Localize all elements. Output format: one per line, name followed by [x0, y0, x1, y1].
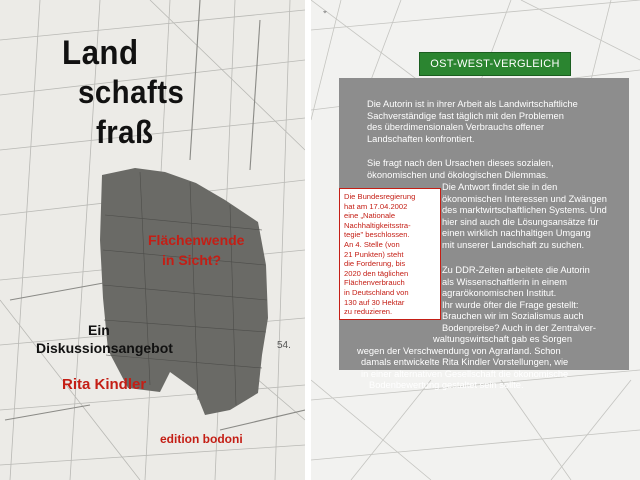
paragraph-4a [442, 265, 630, 335]
paragraph-line: als Wissenschaftlerin in einem [442, 276, 568, 287]
paragraph-line: Landschaften konfrontiert. [367, 133, 475, 144]
paragraph-line: Brauchen wir im Sozialismus auch [442, 311, 584, 322]
paragraph-3 [442, 182, 630, 252]
callout-line: tegie" beschlossen. [344, 230, 410, 240]
paragraph-line: Ihr wurde öfter die Frage gestellt: [442, 299, 579, 310]
callout-line: hat am 17.04.2002 [344, 201, 408, 211]
paragraph-line: des überdimensionalen Verbrauchs offener [367, 122, 545, 133]
callout-line: An 4. Stelle (von [344, 239, 400, 249]
callout-box [339, 188, 441, 320]
subtitle-line-2: Diskussionsangebot [36, 340, 173, 356]
subtitle-line-1: Ein [88, 322, 110, 338]
callout-line: Nachhaltigkeitsstra- [344, 220, 411, 230]
callout-line: in Deutschland von [344, 287, 409, 297]
paragraph-4b [357, 334, 629, 392]
book-title-line-2: schafts [78, 74, 185, 110]
callout-line: zu reduzieren. [344, 307, 393, 317]
paragraph-line: Sachverständige fast täglich mit den Problemen [367, 110, 564, 121]
paragraph-line: einen wirklich nachhaltigen Umgang [442, 228, 591, 239]
paragraph-line: mit unserer Landschaft zu suchen. [442, 239, 585, 250]
callout-line: 2020 den täglichen [344, 268, 409, 278]
paragraph-line: hier sind auch die Lösungsansätze für [442, 216, 599, 227]
paragraph-line: ökonomischen und ökologischen Dilemmas. [367, 169, 549, 180]
section-tag: OST-WEST-VERGLEICH [419, 52, 571, 76]
map-label-text: ⌖ [323, 9, 327, 16]
paragraph-2 [367, 158, 627, 181]
paragraph-1 [367, 99, 627, 145]
author-name: Rita Kindler [62, 376, 147, 393]
paragraph-line: ökonomischen Interessen und Zwängen [442, 193, 607, 204]
callout-line: Die Bundesregierung [344, 192, 416, 201]
paragraph-line: wegen der Verschwendung von Agrarland. Schon [357, 345, 561, 356]
paragraph-line: Die Antwort findet sie in den [442, 182, 558, 192]
paragraph-line: agrarökonomischen Institut. [442, 288, 557, 299]
paragraph-line: Die Autorin ist in ihrer Arbeit als Landwirtschaftliche [367, 99, 578, 109]
book-title-line-1: Land [62, 34, 139, 72]
map-label-54: 54. [277, 340, 291, 351]
callout-line: Flächenverbrauch [344, 278, 405, 288]
back-cover [311, 0, 640, 480]
book-title-line-3: fraß [96, 114, 154, 150]
callout-line: 130 auf 30 Hektar [344, 297, 405, 307]
callout-line: 21 Punkten) steht [344, 249, 404, 259]
paragraph-line: damals entwickelte Rita Kindler Vorstellungen, wie [361, 357, 569, 368]
headline-line-1: Flächenwende [148, 232, 245, 248]
publisher-name: edition bodoni [160, 432, 243, 446]
paragraph-line: Sie fragt nach den Ursachen dieses sozialen, [367, 158, 554, 168]
callout-line: die Forderung, bis [344, 259, 406, 269]
paragraph-line: Bodenpreise? Auch in der Zentralver- [442, 322, 597, 333]
paragraph-line: des marktwirtschaftlichen Systems. Und [442, 205, 607, 216]
front-cover [0, 0, 305, 480]
paragraph-line: Zu DDR-Zeiten arbeitete die Autorin [442, 265, 590, 275]
paragraph-line: in einer alternativen Gesellschaft die ökonomische [361, 368, 569, 379]
headline-line-2: in Sicht? [162, 252, 222, 268]
paragraph-line: waltungswirtschaft gab es Sorgen [433, 334, 573, 344]
callout-line: eine „Nationale [344, 211, 396, 221]
paragraph-line: Bodenbewertung gestaltet sein sollte. [369, 380, 524, 391]
